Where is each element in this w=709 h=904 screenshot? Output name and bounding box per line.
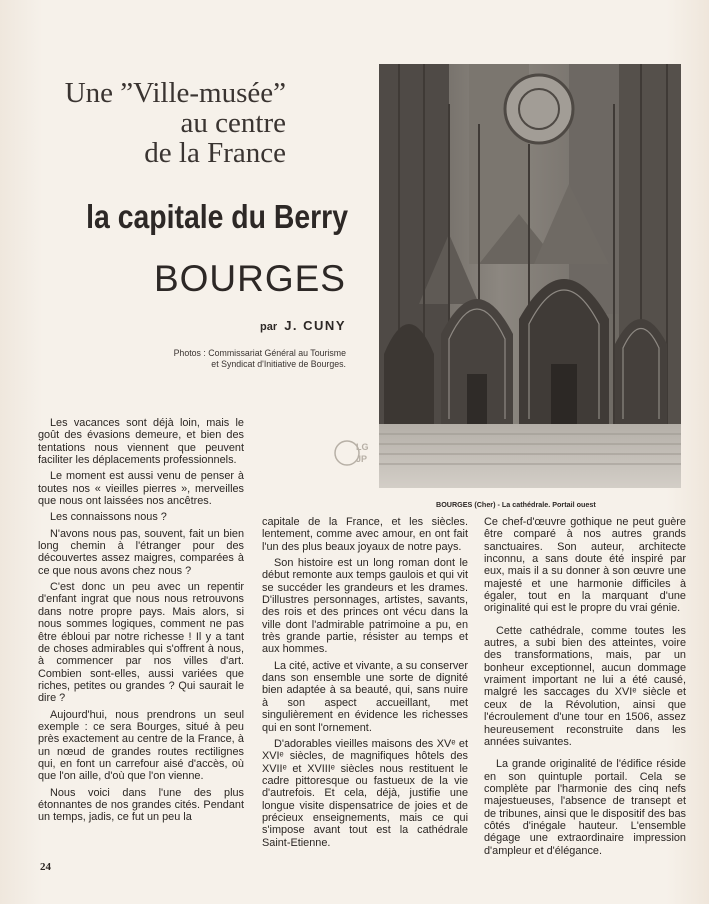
svg-text:JP: JP xyxy=(356,454,368,464)
kicker-title xyxy=(40,78,286,168)
paragraph: C'est donc un peu avec un repentir d'enfant ingrat que nous nous retrouvons dans notre propre pays. Mais alors, si nous sommes logiques, comment ne pas être ébloui par notre richesse ! Il y a tant de choses admirables qui s'offrent à nous, à commencer par nos villes d'art. Combien sont-elles, aussi variées que riches, petites ou grandes ? Qui saurait le dire ? xyxy=(38,581,244,705)
article-column-3 xyxy=(484,516,686,861)
photo-credit-line: et Syndicat d'Initiative de Bourges. xyxy=(211,359,346,369)
photo-credit-line: Photos : Commissariat Général au Tourisme xyxy=(173,348,346,358)
paragraph: Cette cathédrale, comme toutes les autres, a subi bien des atteintes, voire des transformations, mais, par un bonheur exceptionnel, aucun dommage vraiment important ne lui a été causé, malgré les saccages du XVIᵉ siècle et ceux de la Révolution, ainsi que l'écroulement d'une tour en 1506, assez heureusement reconstruite dans les années suivantes. xyxy=(484,624,686,748)
paragraph: N'avons nous pas, souvent, fait un bien long chemin à l'étranger pour des découvertes assez maigres, comparées à ce que nous avons chez nous ? xyxy=(38,527,244,577)
paragraph: Aujourd'hui, nous prendrons un seul exemple : ce sera Bourges, situé à peu près exactement au centre de la France, à un nœud de grandes routes rectilignes qui, en font un carrefour aisé d'accès, où que l'on aille, d'où que l'on vienne. xyxy=(38,708,244,783)
paragraph: La grande originalité de l'édifice réside en son quintuple portail. Cela se complète par l'harmonie des cinq nefs majestueuses, l'absence de transept et de tribunes, ainsi que le dispositif des bas côtés d'inégale hauteur. L'ensemble dégage une extraordinaire impression d'ampleur et d'élégance. xyxy=(484,758,686,857)
svg-text:LG: LG xyxy=(356,442,369,452)
headline: la capitale du Berry xyxy=(86,198,349,235)
byline xyxy=(200,318,346,333)
paragraph: Le moment est aussi venu de penser à toutes nos « vieilles pierres », merveilles que nous ont laissées nos ancêtres. xyxy=(38,470,244,508)
photo-credit xyxy=(112,348,346,370)
city-title: BOURGES xyxy=(153,258,346,299)
article-column-1 xyxy=(38,417,244,828)
paragraph: D'adorables vieilles maisons des XVᵉ et XVIᵉ siècles, de magnifiques hôtels des XVIIᵉ et XVIIIᵉ siècles nous restituent le cadre pittoresque ou fastueux de la vie d'autrefois. Et cela, déjà, justifie une longue visite dispensatrice de joies et de précieux enseignements, mais ce qui s'impose avant tout est la cathédrale Saint-Etienne. xyxy=(262,737,468,849)
paragraph: Les vacances sont déjà loin, mais le goût des évasions demeure, et bien des tentations nous viennent que peuvent faciliter les déplacements professionnels. xyxy=(38,417,244,467)
photo-caption: BOURGES (Cher) - La cathédrale. Portail ouest xyxy=(436,500,596,509)
collector-stamp xyxy=(332,436,374,470)
byline-prefix: par xyxy=(260,321,278,333)
paragraph: Son histoire est un long roman dont le début remonte aux temps gaulois et qui vit se succéder les grandeurs et les drames. D'illustres personnages, artistes, savants, des rois et des princes ont vécu dans la ville dont l'admirable patrimoine a pu, en très grande partie, résister au temps et aux hommes. xyxy=(262,557,468,656)
paragraph: capitale de la France, et les siècles. lentement, comme avec amour, en ont fait l'un des plus beaux joyaux de notre pays. xyxy=(262,516,468,553)
author-name: J. CUNY xyxy=(284,318,346,333)
paragraph: Ce chef-d'œuvre gothique ne peut guère être comparé à nos autres grands sanctuaires. Son auteur, architecte inconnu, a sans doute été inspiré par eux, mais il a su donner à son œuvre une majesté et une harmonie difficiles à égaler, tout en la marquant d'une originalité qui est le propre du vrai génie. xyxy=(484,516,686,615)
kicker-line: au centre xyxy=(180,107,286,139)
paragraph: Les connaissons nous ? xyxy=(50,511,167,524)
paragraph: La cité, active et vivante, a su conserver dans son ensemble une sorte de dignité bien adaptée à sa beauté, qui, sans nuire à son aspect accueillant, met singulièrement en évidence les richesses qui en sont l'ornement. xyxy=(262,659,468,734)
kicker-line: Une ”Ville-musée” xyxy=(64,77,286,109)
paragraph: Nous voici dans l'une des plus étonnantes de nos grandes cités. Pendant un temps, jadis, ce fut un peu la xyxy=(38,786,244,824)
page-number: 24 xyxy=(40,861,51,873)
cathedral-photo xyxy=(379,64,681,488)
article-column-2 xyxy=(262,516,468,853)
kicker-line: de la France xyxy=(144,137,286,169)
